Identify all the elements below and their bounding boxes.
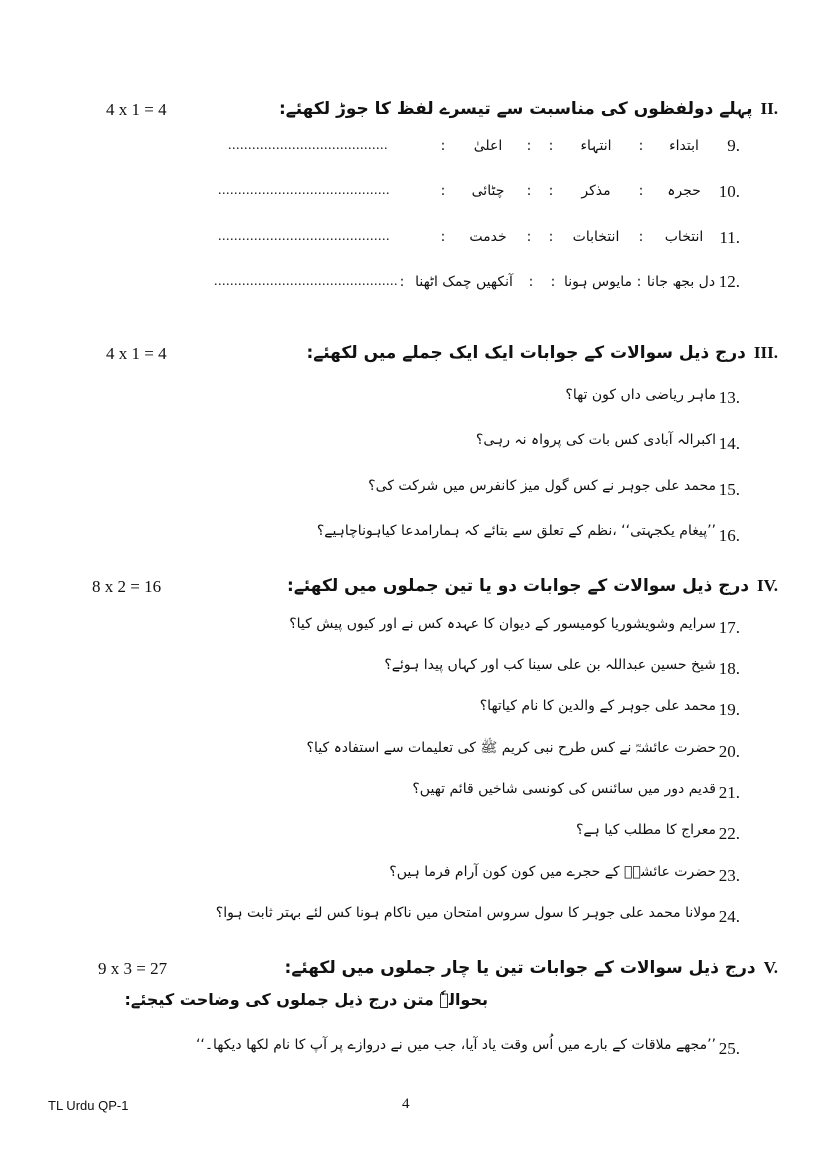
word-pair-row (396, 274, 716, 290)
question-text: حضرت عائشہؓ نے کس طرح نبی کریم ﷺ کی تعلیمات سے استفادہ کیا؟ (306, 740, 716, 756)
question-text: ماہر ریاضی داں کون تھا؟ (565, 387, 716, 403)
word-a: انتخاب (664, 229, 704, 245)
question-text: محمد علی جوہر کے والدین کا نام کیاتھا؟ (479, 698, 716, 714)
question-text: سرایم وشویشوریا کومیسور کے دیوان کا عہدہ کس نے اور کیوں پیش کیا؟ (289, 616, 716, 632)
word-a: حجرہ (667, 183, 701, 199)
separator: : (440, 138, 446, 154)
question-number: 19. (718, 700, 740, 719)
section-iii-title: درج ذیل سوالات کے جوابات ایک ایک جملے میں لکھئے: (306, 343, 746, 363)
section-v-heading (285, 957, 778, 978)
answer-blank[interactable]: ........................................ (228, 138, 388, 153)
word-a: دل بجھ جانا (646, 274, 716, 290)
word-c: آنکھیں چمک اٹھنا (415, 274, 513, 290)
section-v-title: درج ذیل سوالات کے جوابات تین یا چار جملوں میں لکھئے: (284, 958, 756, 978)
separator: : (526, 138, 532, 154)
question-number: 14. (718, 434, 740, 453)
question-number: 21. (718, 783, 740, 802)
separator: : (548, 183, 554, 199)
answer-blank[interactable]: .............................................. (214, 274, 398, 289)
separator: : (440, 183, 446, 199)
question-number: 16. (718, 526, 740, 545)
word-c: خدمت (469, 229, 507, 245)
section-iv-title: درج ذیل سوالات کے جوابات دو یا تین جملوں میں لکھئے: (287, 576, 750, 596)
question-number: 10. (718, 182, 740, 201)
section-iv-marks: 8 x 2 = 16 (92, 577, 162, 596)
word-c: چٹائی (471, 183, 505, 199)
question-text: اکبرالہ آبادی کس بات کی پرواہ نہ رہی؟ (475, 432, 716, 448)
question-text: معراج کا مطلب کیا ہے؟ (576, 822, 716, 838)
separator: : (526, 229, 532, 245)
question-number: 24. (718, 907, 740, 926)
separator: : (548, 229, 554, 245)
question-text: حضرت عائشہؓ کے حجرے میں کون کون آرام فرما ہیں؟ (389, 864, 716, 880)
word-b: انتہاء (580, 138, 612, 154)
answer-blank[interactable]: ........................................... (218, 229, 390, 244)
separator: : (399, 274, 405, 290)
separator: : (550, 274, 556, 290)
section-iv-roman: IV. (757, 576, 778, 595)
question-text: شیخ حسین عبداللہ بن علی سینا کب اور کہاں پیدا ہوئے؟ (384, 657, 716, 673)
question-number: 18. (718, 659, 740, 678)
section-ii-heading (279, 98, 778, 119)
question-number: 17. (718, 618, 740, 637)
section-ii-marks: 4 x 1 = 4 (106, 100, 167, 119)
word-a: ابتداء (669, 138, 699, 154)
word-c: اعلیٰ (473, 138, 503, 154)
word-pair-row (428, 138, 716, 154)
question-number: 15. (718, 480, 740, 499)
question-number: 22. (718, 824, 740, 843)
section-ii-title: پہلے دولفظوں کی مناسبت سے تیسرے لفظ کا جوڑ لکھئے: (278, 99, 753, 119)
section-iii-roman: III. (753, 343, 778, 362)
separator: : (528, 274, 534, 290)
question-text: ’’پیغام یکجہتی‘‘ ،نظم کے تعلق سے بتائے کہ ہمارامدعا کیاہوناچاہیے؟ (316, 523, 716, 539)
section-iii-heading (306, 342, 778, 363)
separator: : (548, 138, 554, 154)
separator: : (638, 183, 644, 199)
question-number: 11. (719, 228, 740, 247)
separator: : (636, 274, 642, 290)
separator: : (638, 138, 644, 154)
section-ii-roman: II. (760, 99, 778, 118)
section-v-marks: 9 x 3 = 27 (98, 959, 168, 978)
question-number: 20. (718, 742, 740, 761)
word-b: انتخابات (572, 229, 620, 245)
question-number: 25. (718, 1039, 740, 1058)
question-text: ’’مجھے ملاقات کے بارے میں اُس وقت یاد آیا، جب میں نے دروازے پر آپ کا نام لکھا دیکھا۔‘‘ (195, 1037, 716, 1053)
question-number: 12. (718, 272, 740, 291)
paper-code: TL Urdu QP-1 (48, 1098, 129, 1113)
question-number: 9. (727, 136, 740, 155)
word-b: مایوس ہونا (563, 274, 632, 290)
separator: : (440, 229, 446, 245)
answer-blank[interactable]: ........................................... (218, 183, 390, 198)
section-iv-heading (287, 575, 778, 596)
section-iii-marks: 4 x 1 = 4 (106, 344, 167, 363)
word-b: مذکر (581, 183, 611, 199)
word-pair-row (428, 183, 716, 199)
question-text: قدیم دور میں سائنس کی کونسی شاخیں قائم تھیں؟ (412, 781, 716, 797)
word-pair-row (428, 229, 716, 245)
separator: : (526, 183, 532, 199)
question-text: مولانا محمد علی جوہر کا سول سروس امتحان میں ناکام ہونا کس لئے بہتر ثابت ہوا؟ (215, 905, 716, 921)
question-text: محمد علی جوہر نے کس گول میز کانفرس میں شرکت کی؟ (368, 478, 716, 494)
question-number: 23. (718, 866, 740, 885)
section-v-roman: V. (763, 958, 778, 977)
question-number: 13. (718, 388, 740, 407)
page-number: 4 (402, 1096, 410, 1112)
section-v-subtitle: بحوالہٗ متن درج ذیل جملوں کی وضاحت کیجئے: (124, 990, 488, 1009)
separator: : (638, 229, 644, 245)
